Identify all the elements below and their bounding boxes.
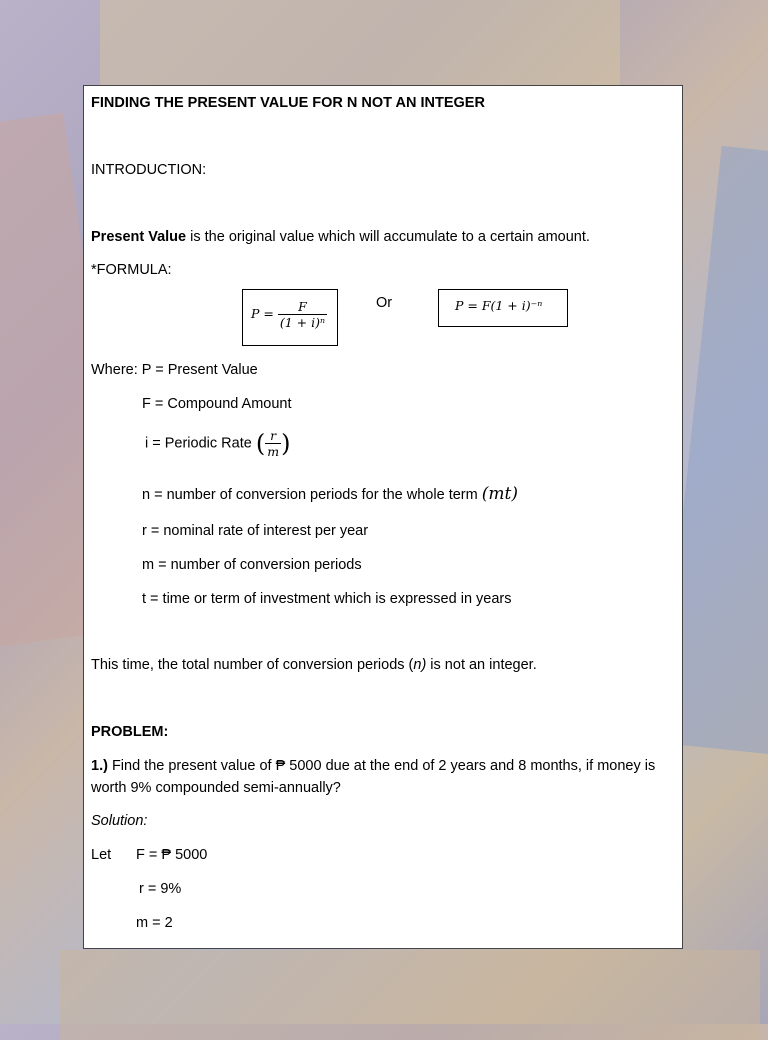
where-r: r = nominal rate of interest per year — [142, 523, 369, 539]
where-p: Where: P = Present Value — [91, 362, 258, 378]
periodic-rate-fraction — [265, 428, 281, 459]
formula1-fraction — [278, 299, 327, 330]
note-paragraph — [91, 657, 537, 673]
periodic-rate-numerator: r — [265, 428, 281, 444]
solution-label: Solution: — [91, 813, 148, 829]
formula2: P = F(1 + i)⁻ⁿ — [455, 298, 543, 313]
formula1-denominator: (1 + i)ⁿ — [279, 315, 326, 330]
definition-text: is the original value which will accumulate to a certain amount. — [186, 229, 590, 245]
where-t: t = time or term of investment which is expressed in years — [142, 591, 512, 607]
problem-line-1 — [91, 758, 655, 774]
note-before: This time, the total number of conversion periods ( — [91, 657, 414, 673]
introduction-heading: INTRODUCTION: — [91, 162, 207, 178]
formula-label: *FORMULA: — [91, 262, 172, 278]
or-label: Or — [376, 295, 393, 311]
given-r: r = 9% — [139, 881, 182, 897]
where-m: m = number of conversion periods — [142, 557, 362, 573]
formula1-numerator: F — [278, 299, 327, 315]
background-banknote-bottom — [60, 950, 760, 1040]
formula-box-negative-exponent — [438, 289, 568, 327]
where-f: F = Compound Amount — [142, 396, 292, 412]
where-i-text: i = Periodic Rate — [145, 435, 252, 452]
given-let: Let — [91, 847, 112, 863]
given-f: F = ₱ 5000 — [136, 847, 208, 863]
background-banknote-top — [100, 0, 620, 90]
definition-term: Present Value — [91, 229, 187, 245]
formula1-lhs: P = — [251, 306, 274, 321]
note-variable: n) — [413, 657, 427, 673]
note-after: is not an integer. — [426, 657, 537, 673]
problem-text-1: Find the present value of ₱ 5000 due at the end of 2 years and 8 months, if money is — [107, 758, 656, 774]
document-title: FINDING THE PRESENT VALUE FOR N NOT AN INTEGER — [91, 95, 485, 111]
where-i: i = Periodic Rate ( $\frac{r}{m}$ ) — [145, 428, 291, 459]
document-page — [83, 85, 683, 949]
problem-heading: PROBLEM: — [91, 724, 169, 740]
problem-line-2: worth 9% compounded semi-annually? — [91, 780, 341, 796]
where-n — [142, 484, 518, 504]
definition-paragraph — [91, 229, 590, 245]
where-n-text: n = number of conversion periods for the whole term — [142, 487, 478, 503]
periodic-rate-denominator: m — [267, 444, 280, 459]
problem-number: 1.) — [91, 758, 108, 774]
where-n-math: (mt) — [481, 484, 518, 504]
given-m: m = 2 — [136, 915, 173, 931]
formula-box-fraction — [242, 289, 338, 346]
